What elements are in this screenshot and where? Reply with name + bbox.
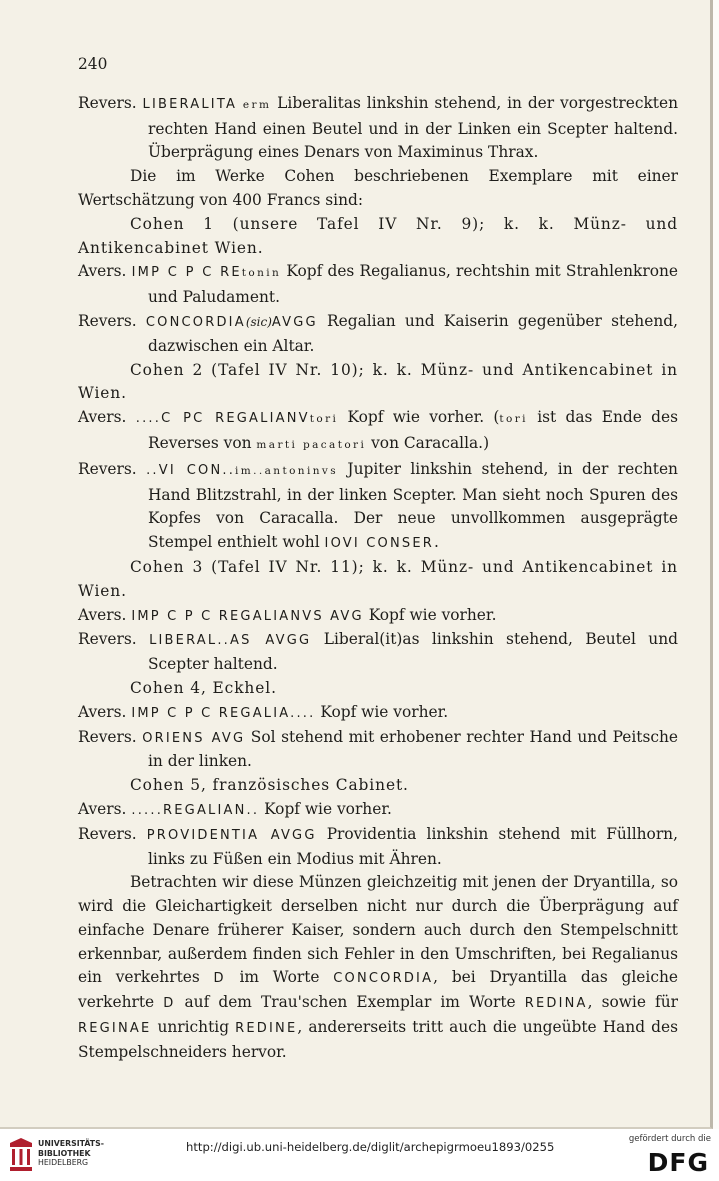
entry-text: Liberalitas linkshin stehend, in der vorgestreckten rechten Hand einen Beutel und in der Linken ein Scepter haltend. Überprägung eines Denars von Maximinus Thrax. <box>148 93 678 162</box>
intro-paragraph: Die im Werke Cohen beschriebenen Exemplare mit einer Wertschätzung von 400 Francs sind: <box>78 167 678 209</box>
entry-text: Regalian und Kaiserin gegenüber stehend, dazwischen ein Altar. <box>148 311 678 355</box>
closing-text-4: auf dem Trau'schen Exemplar im Worte <box>175 993 525 1012</box>
library-line-3: HEIDELBERG <box>38 1158 89 1168</box>
coin-legend: LIBERAL..AS AVGG <box>149 633 312 649</box>
closing-text-1: Betrachten wir diese Münzen gleichzeitig mit jenen der Dryantilla, so wird die Gleichartigkeit derselben nicht nur durch die Überprägung auf einfache Denare früherer Kaiser, sondern auch durch den Stempelschnitt erkennbar, außerdem finden sich Fehler in den Umschriften, bei Regalianus ein verkehrtes <box>78 873 678 987</box>
cohen-title: Cohen 1 <box>130 214 214 233</box>
coin-legend: PROVIDENTIA AVGG <box>146 827 317 843</box>
entry-text: Kopf wie vorher. <box>259 799 392 818</box>
cohen-4-heading: Cohen 4, Eckhel. <box>130 678 277 697</box>
entry-text: Sol stehend mit erhobener rechter Hand und Peitsche in der linken. <box>148 727 678 771</box>
sic-note: (sic) <box>245 314 272 329</box>
entry-text-2: ist das Ende des Reverses von <box>148 408 678 452</box>
coin-legend-small: tori <box>309 413 339 426</box>
coin-legend-small-3: marti pacatori <box>256 438 367 451</box>
coin-glyph-6: REDINE <box>235 1021 298 1037</box>
coin-legend: IMP C P C RE <box>131 265 242 281</box>
coin-glyph-3: D <box>163 996 176 1012</box>
cohen-text: (Tafel IV Nr. 10); k. k. Münz- und Antikencabinet in Wien. <box>78 360 678 403</box>
entry-text: Kopf des Regalianus, rechtshin mit Strahlenkrone und Paludament. <box>148 262 678 307</box>
coin-legend: CONCORDIA <box>145 314 246 330</box>
coin-legend: ORIENS AVG <box>142 730 246 746</box>
coin-legend-small: tonin <box>241 267 282 280</box>
cohen-text: (unsere Tafel IV Nr. 9); k. k. Münz- und Antikencabinet Wien. <box>78 214 678 257</box>
coin-legend: LIBERALITA <box>142 96 238 112</box>
cohen-3-avers <box>78 604 678 629</box>
cohen-3-revers <box>78 628 678 677</box>
label: Revers. <box>78 630 137 649</box>
entry-text: Liberal(it)as linkshin stehend, Beutel und Scepter haltend. <box>148 630 678 674</box>
funded-by-label: gefördert durch die <box>628 1134 711 1144</box>
cohen-1-avers <box>78 260 678 310</box>
library-line-1: UNIVERSITÄTS- <box>38 1139 104 1148</box>
cohen-4-avers <box>78 701 678 726</box>
coin-glyph-1: D <box>213 971 226 987</box>
entry-text: Providentia linkshin stehend mit Füllhorn, links zu Füßen ein Modius mit Ähren. <box>148 824 678 868</box>
label: Avers. <box>78 262 127 281</box>
label: Revers. <box>78 459 137 478</box>
coin-legend: .....REGALIAN.. <box>131 802 260 818</box>
cohen-1-revers <box>78 310 678 359</box>
closing-text-2: im Worte <box>225 968 334 987</box>
closing-text-5: , sowie für <box>587 993 678 1012</box>
coin-legend-2: AVGG <box>271 314 318 330</box>
cohen-title: Cohen 2 <box>130 360 204 379</box>
closing-paragraph <box>78 871 678 1064</box>
entry-text: Kopf wie vorher. <box>315 702 449 721</box>
cohen-5-heading: Cohen 5, französisches Cabinet. <box>130 776 409 795</box>
viewer-footer <box>0 1129 719 1181</box>
label: Avers. <box>78 408 127 427</box>
library-line-2: BIBLIOTHEK <box>38 1148 91 1158</box>
cohen-2-heading <box>78 359 678 407</box>
coin-legend: IMP C P C REGALIANVS AVG <box>131 608 364 624</box>
page-text <box>78 53 678 1065</box>
university-library-logo-icon <box>8 1137 34 1173</box>
dfg-logo: DFG <box>647 1148 709 1177</box>
label: Revers. <box>78 824 137 843</box>
label: Revers. <box>78 727 137 746</box>
coin-glyph-4: REDINA <box>524 996 588 1012</box>
label: Revers. <box>78 93 137 112</box>
coin-glyph-5: REGINAE <box>78 1021 152 1037</box>
cohen-5-revers <box>78 823 678 872</box>
entry-text: Jupiter linkshin stehend, in der rechten Hand Blitzstrahl, in der linken Scepter. Man sieht noch Spuren des Kopfes von Caracalla. Der neue unvollkommen ausgeprägte Stempel enthielt wohl <box>148 459 678 552</box>
label: Avers. <box>78 702 127 721</box>
entry-text: Kopf wie vorher. <box>363 605 497 624</box>
cohen-2-avers <box>78 406 678 458</box>
label: Avers. <box>78 799 127 818</box>
library-name <box>38 1139 104 1168</box>
coin-legend: ..VI CON.. <box>146 462 236 478</box>
entry-text: Kopf wie vorher. ( <box>338 408 500 427</box>
label: Revers. <box>78 311 137 330</box>
cohen-4-revers <box>78 726 678 775</box>
cohen-3-heading <box>78 556 678 604</box>
cohen-title: Cohen 3 <box>130 557 204 576</box>
page-number: 240 <box>78 55 108 73</box>
entry-text-3: von Caracalla.) <box>366 433 490 452</box>
coin-legend-small: erm <box>242 98 272 111</box>
coin-legend: ....C PC REGALIANV <box>135 411 310 427</box>
cohen-5-avers <box>78 798 678 823</box>
permalink-url[interactable]: http://digi.ub.uni-heidelberg.de/diglit/archepigrmoeu1893/0255 <box>186 1140 555 1154</box>
closing-text-3: , bei Dryantilla das gleiche verkehrte <box>78 968 678 1012</box>
coin-legend-small: im..antoninvs <box>235 464 338 477</box>
closing-text-6: unrichtig <box>151 1018 236 1037</box>
coin-legend-2: IOVI CONSER <box>324 536 434 552</box>
entry-revers-liberalitas <box>78 92 678 165</box>
entry-text-2: . <box>433 533 439 552</box>
label: Avers. <box>78 605 127 624</box>
cohen-2-revers <box>78 458 678 556</box>
cohen-1-heading <box>78 213 678 261</box>
coin-legend: IMP C P C REGALIA.... <box>131 705 316 721</box>
coin-legend-small-2: tori <box>499 413 528 426</box>
coin-glyph-2: CONCORDIA <box>333 971 434 987</box>
cohen-text: (Tafel IV Nr. 11); k. k. Münz- und Antikencabinet in Wien. <box>78 557 678 600</box>
closing-text-7: , andererseits tritt auch die ungeübte Hand des Stempelschneiders hervor. <box>78 1018 678 1061</box>
